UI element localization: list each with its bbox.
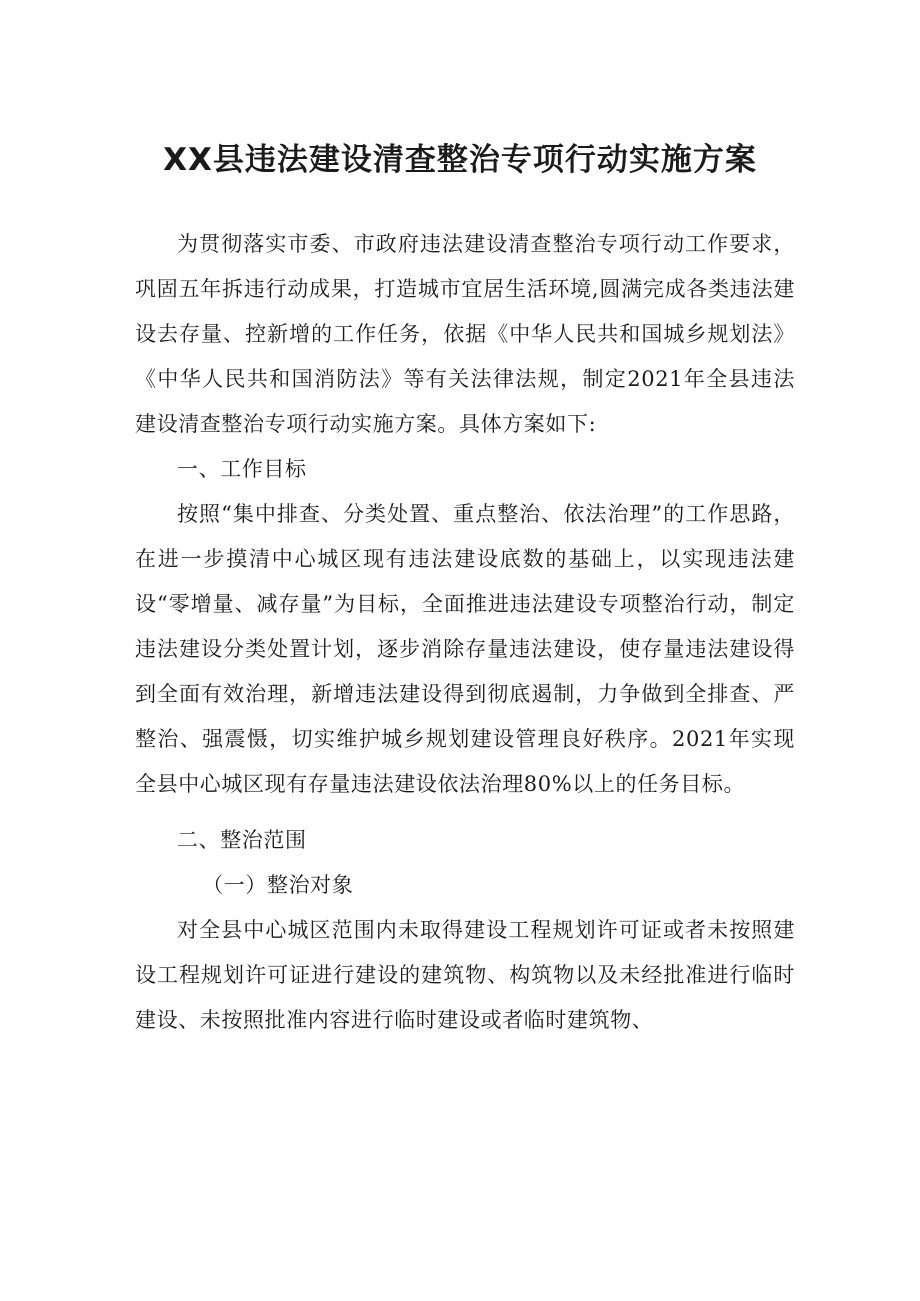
section-heading-scope: 二、整治范围 (177, 828, 307, 852)
section-heading-goals: 一、工作目标 (177, 457, 307, 481)
document-body (135, 222, 795, 1043)
paragraph-gap (135, 807, 795, 818)
targets-paragraph: 对全县中心城区范围内未取得建设工程规划许可证或者未按照建设工程规划许可证进行建设的建筑物、构筑物以及未经批准进行临时建设、未按照批准内容进行临时建设或者临时建筑物、 (135, 918, 795, 1032)
subsection-heading-targets: （一）整治对象 (202, 873, 354, 897)
goals-paragraph: 按照“集中排查、分类处置、重点整治、依法治理”的工作思路，在进一步摸清中心城区现有违法建设底数的基础上，以实现违法建设“零增量、减存量”为目标，全面推进违法建设专项整治行动，制定违法建设分类处置计划，逐步消除存量违法建设，使存量违法建设得到全面有效治理，新增违法建设得到彻底遏制，力争做到全排查、严整治、强震慑，切实维护城乡规划建设管理良好秩序。2021年实现全县中心城区现有存量违法建设依法治理80%以上的任务目标。 (135, 502, 795, 796)
intro-paragraph: 为贯彻落实市委、市政府违法建设清查整治专项行动工作要求，巩固五年拆违行动成果，打造城市宜居生活环境,圆满完成各类违法建设去存量、控新增的工作任务，依据《中华人民共和国城乡规划法》《中华人民共和国消防法》等有关法律法规，制定2021年全县违法建设清查整治专项行动实施方案。具体方案如下: (135, 232, 795, 436)
document-title: XX县违法建设清查整治专项行动实施方案 (163, 142, 757, 178)
